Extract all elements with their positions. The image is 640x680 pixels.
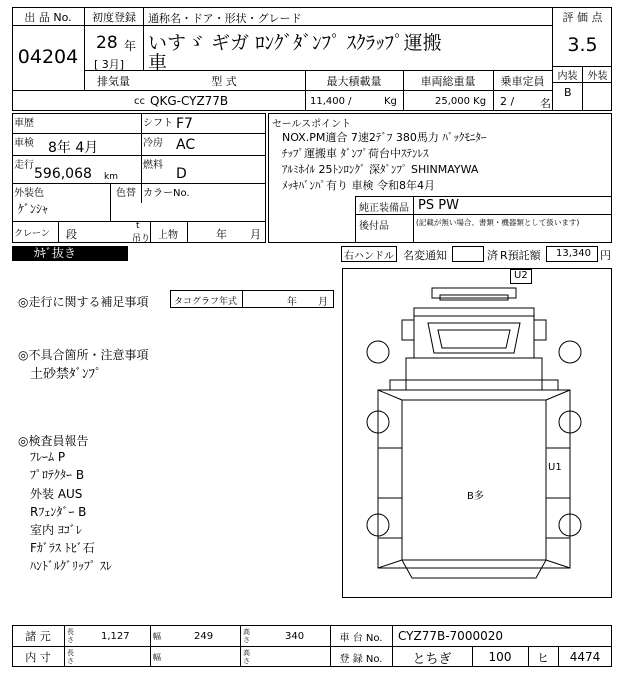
interior-score: B: [564, 86, 572, 99]
truck-outline-diagram: [342, 268, 612, 598]
registration-year: 28: [96, 33, 118, 53]
chassis-no-value: CYZ77B-7000020: [398, 629, 503, 643]
name-change-label: 名変通知: [403, 249, 447, 262]
fuel-value: D: [176, 166, 187, 182]
max-load-value: 11,400 /: [310, 96, 352, 107]
width-label: 幅: [153, 632, 161, 641]
exterior-color-value: ｹﾞﾝｼｬ: [18, 202, 49, 216]
genuine-equipment-label: 純正装備品: [359, 203, 409, 214]
shift-label: シフト: [143, 118, 173, 129]
defects-line: 土砂禁ﾀﾞﾝﾌﾟ: [30, 367, 102, 382]
inspector-report-line: 室内 ﾖｺﾞﾚ: [30, 523, 82, 537]
shift-value: F7: [176, 116, 193, 132]
registration-no-label: 登 録 No.: [339, 653, 383, 665]
name-change-value: 済: [487, 249, 498, 262]
gross-weight-value: 25,000 Kg: [435, 96, 487, 107]
max-load-label: 最大積載量: [326, 74, 382, 88]
length-label: 長さ: [67, 628, 74, 644]
inner-height-label: 高さ: [243, 649, 250, 665]
inner-length-label: 長さ: [67, 649, 74, 665]
inspection-label: 車検: [14, 138, 34, 149]
inner-width-label: 幅: [153, 653, 161, 662]
registration-year-unit: 年: [124, 39, 137, 53]
damage-mark-u1: U1: [548, 462, 562, 473]
evaluation-label: 評 価 点: [562, 10, 603, 24]
name-change-box: [452, 246, 484, 262]
inner-dimensions-label: 内 寸: [25, 651, 51, 664]
recycle-value: 13,340: [556, 248, 591, 259]
first-registration-label: 初度登録: [92, 10, 136, 24]
evaluation-score: 3.5: [567, 34, 598, 56]
crane-t-label: t: [136, 221, 140, 231]
registration-month: [ 3月]: [94, 58, 125, 71]
ac-label: 冷房: [143, 138, 163, 149]
color-code-label: カラーNo.: [143, 188, 190, 199]
genuine-equipment-value: PS PW: [418, 198, 459, 213]
recycle-label: R預託額: [500, 249, 541, 262]
history-label: 車歴: [14, 118, 34, 129]
key-removed-badge: [12, 246, 128, 261]
inspector-report-line: Rﾌｪﾝﾀﾞｰ B: [30, 505, 87, 519]
right-hand-drive-label: 右ハンドル: [344, 250, 394, 262]
width-value: 249: [194, 631, 214, 642]
interior-score-label: 内装: [557, 71, 578, 82]
recycle-unit: 円: [600, 249, 611, 262]
tachograph-year: 年: [287, 297, 297, 308]
registration-class: 100: [488, 650, 512, 664]
model-label: 型 式: [211, 74, 237, 88]
color-change-label: 色替: [116, 188, 136, 199]
lot-no-value: 04204: [17, 46, 79, 68]
tachograph-label: タコグラフ年式: [174, 297, 238, 307]
exterior-score-label: 外装: [587, 71, 608, 82]
dimensions-label: 諸 元: [25, 630, 51, 643]
inspector-report-title: ◎検査員報告: [18, 434, 89, 448]
running-notes-title: ◎走行に関する補足事項: [18, 295, 149, 309]
height-label: 高さ: [243, 628, 250, 644]
crane-hang-label: 吊り: [132, 234, 151, 244]
max-load-unit: Kg: [384, 96, 397, 107]
aftermarket-note: (記載が無い場合、書類・機器類として扱います): [416, 218, 580, 227]
inspector-report-line: 外装 AUS: [30, 487, 83, 501]
upper-body-month: 月: [250, 228, 261, 241]
crane-label: クレーン: [14, 229, 50, 239]
tachograph-month: 月: [318, 297, 328, 308]
mileage-value: 596,068: [34, 166, 92, 182]
displacement-label: 排気量: [97, 74, 130, 88]
exterior-color-label: 外装色: [14, 188, 44, 199]
fuel-label: 燃料: [143, 160, 163, 171]
damage-mark-b-many: B多: [467, 491, 484, 502]
inspector-report-line: Fｶﾞﾗｽ ﾄﾋﾞ石: [30, 541, 95, 555]
mileage-unit: km: [104, 172, 118, 182]
aftermarket-label: 後付品: [359, 221, 389, 232]
sales-point-line: NOX.PM適合 7速2ﾃﾞﾌ 380馬力 ﾊﾞｯｸﾓﾆﾀｰ: [282, 131, 487, 144]
mileage-label: 走行: [14, 160, 34, 171]
vehicle-name-line1: いすゞ ギガ ﾛﾝｸﾞﾀﾞﾝﾌﾟ ｽｸﾗｯﾌﾟ運搬: [148, 32, 442, 54]
sales-point-label: セールスポイント: [272, 119, 352, 130]
gross-weight-label: 車両総重量: [420, 74, 476, 88]
lot-no-label: 出 品 No.: [24, 10, 72, 24]
length-value: 1,127: [101, 631, 130, 642]
displacement-unit: cc: [134, 96, 145, 107]
capacity-label: 乗車定員: [500, 74, 545, 88]
height-value: 340: [285, 631, 305, 642]
crane-stage: 段: [66, 228, 77, 241]
sales-point-line: ﾒｯｷﾊﾞﾝﾊﾟ有り 車検 令和8年4月: [282, 179, 435, 192]
vehicle-name-line2: 車: [148, 52, 168, 74]
upper-body-label: 上物: [158, 230, 178, 241]
model-value: QKG-CYZ77B: [150, 94, 229, 108]
registration-kana: ヒ: [536, 650, 549, 665]
key-removed-label: ｶｷﾞ抜き: [34, 246, 77, 260]
sales-point-line: ﾁｯﾌﾟ運搬車 ﾀﾞﾝﾌﾟ荷台中ｽﾃﾝﾚｽ: [282, 147, 429, 160]
inspector-report-line: ﾌﾟﾛﾃｸﾀｰ B: [30, 468, 85, 482]
capacity-unit: 名: [540, 97, 551, 110]
damage-mark-u2: U2: [514, 270, 528, 281]
upper-body-year: 年: [216, 228, 227, 241]
registration-number: 4474: [569, 650, 601, 664]
inspector-report-line: ﾊﾝﾄﾞﾙｸﾞﾘｯﾌﾟ ｽﾚ: [30, 559, 112, 573]
capacity-value: 2 /: [500, 95, 515, 108]
inspection-value: 8年 4月: [48, 140, 99, 156]
defects-title: ◎不具合箇所・注意事項: [18, 348, 149, 362]
ac-value: AC: [176, 137, 196, 153]
sales-point-line: ｱﾙﾐﾎｲﾙ 25ﾄﾝﾛﾝｸﾞ 深ﾀﾞﾝﾌﾟ SHINMAYWA: [282, 163, 479, 176]
chassis-no-label: 車 台 No.: [339, 632, 383, 644]
vehicle-name-label: 通称名・ドア・形状・グレード: [148, 12, 302, 25]
registration-region: とちぎ: [412, 651, 452, 667]
inspector-report-line: ﾌﾚｰﾑ P: [30, 450, 66, 464]
